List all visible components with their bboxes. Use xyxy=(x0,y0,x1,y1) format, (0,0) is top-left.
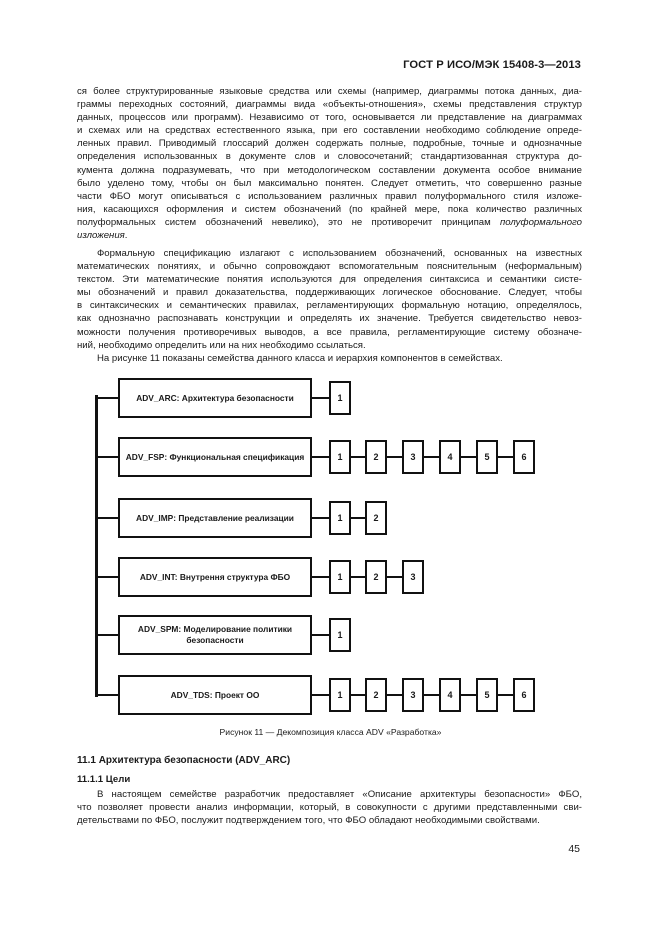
component-level-box: 6 xyxy=(513,440,535,474)
paragraph-1-line: кумента должна подразумевать, что при методологическом составлении документа особое внимание xyxy=(77,164,582,176)
component-level-box: 4 xyxy=(439,678,461,712)
component-level-box: 1 xyxy=(329,440,351,474)
component-level-box: 3 xyxy=(402,678,424,712)
component-level-box: 1 xyxy=(329,501,351,535)
paragraph-1 xyxy=(77,85,582,242)
family-box: ADV_FSP: Функциональная спецификация xyxy=(118,437,312,477)
component-level-box: 1 xyxy=(329,678,351,712)
family-connector-line xyxy=(95,576,118,578)
component-level-box: 2 xyxy=(365,501,387,535)
paragraph-1-line: граммы переходных состояний, диаграммы вида «объекты-отношения», схемы представления структур xyxy=(77,99,582,111)
family-box: ADV_TDS: Проект ОО xyxy=(118,675,312,715)
paragraph-1-line: ния, касающихся оформления и систем обозначений (по крайней мере, пока количество различных xyxy=(77,203,582,215)
page-number: 45 xyxy=(568,843,580,855)
component-level-box: 3 xyxy=(402,440,424,474)
component-level-box: 1 xyxy=(329,618,351,652)
paragraph-2-line: можности получения противоречивых выводов, а все правила, регламентирующие систему обозначе- xyxy=(77,326,582,338)
component-level-box: 4 xyxy=(439,440,461,474)
paragraph-4-line: детельствами по ФБО, послужит подтверждением того, что ФБО обладают необходимыми свойствами. xyxy=(77,815,540,827)
family-connector-line xyxy=(95,456,118,458)
family-box: ADV_SPM: Моделирование политики безопасности xyxy=(118,615,312,655)
figure-caption: Рисунок 11 — Декомпозиция класса ADV «Разработка» xyxy=(219,727,442,737)
paragraph-2-line: математических понятиях, и обычно сопровождают вспомогательным пояснительным (неформальным) xyxy=(77,261,582,273)
component-level-box: 2 xyxy=(365,678,387,712)
paragraph-2-line: как однозначно распознавать конструкции и определять их значение. Требуется свидетельство невоз- xyxy=(77,313,582,325)
component-level-box: 5 xyxy=(476,440,498,474)
component-level-box: 1 xyxy=(329,560,351,594)
component-level-box: 2 xyxy=(365,440,387,474)
paragraph-2-line: ний, необходимо определить или на них необходимо ссылаться. xyxy=(77,339,366,351)
family-connector-line xyxy=(95,634,118,636)
paragraph-2-line: Формальную спецификацию излагают с использованием обозначений, основанных на известных xyxy=(97,248,582,259)
family-box: ADV_IMP: Представление реализации xyxy=(118,498,312,538)
family-connector-line xyxy=(95,694,118,696)
paragraph-1-line: полуформальных систем обозначений невелико), это не противоречит принципам полуформального xyxy=(77,216,582,228)
paragraph-1-line: части ФБО могут описываться с использованием различных правил полуформального стиля изложе- xyxy=(77,190,582,202)
component-level-box: 1 xyxy=(329,381,351,415)
paragraph-2-line: мы обозначений и правил доказательства, поддерживающих логическое обоснование. Следует, чтобы xyxy=(77,287,582,299)
paragraph-1-line: ленных правил. Приводимый глоссарий должен содержать полные, подробные, точные и однозначные xyxy=(77,138,582,150)
paragraph-2 xyxy=(77,247,582,352)
paragraph-1-line: и схемах или на средствах естественного языка, при его составлении необходимо соблюдение опреде- xyxy=(77,125,582,137)
family-box: ADV_INT: Внутрення структура ФБО xyxy=(118,557,312,597)
paragraph-4 xyxy=(77,788,582,827)
component-level-box: 6 xyxy=(513,678,535,712)
component-level-box: 2 xyxy=(365,560,387,594)
component-level-box: 3 xyxy=(402,560,424,594)
family-connector-line xyxy=(95,517,118,519)
section-heading: 11.1 Архитектура безопасности (ADV_ARC) xyxy=(77,755,291,766)
paragraph-3-line: На рисунке 11 показаны семейства данного класса и иерархия компонентов в семействах. xyxy=(97,353,503,364)
paragraph-1-line: данных, процессов или программ). Независимо от того, основывается ли представление на диаграммах xyxy=(77,112,582,124)
paragraph-2-line: текстом. Эти математические понятия используются для определения синтаксиса и семантики систе- xyxy=(77,274,582,286)
component-level-box: 5 xyxy=(476,678,498,712)
italic-term: изложения xyxy=(77,230,125,242)
paragraph-1-line: определения использованных в документе слов и словосочетаний; стандартизованная структура до- xyxy=(77,151,582,163)
paragraph-1-line: было уделено тому, чтобы он был максимально понятен. Следует отметить, что совершенно разные xyxy=(77,177,582,189)
paragraph-4-line: В настоящем семействе разработчик предоставляет «Описание архитектуры безопасности» ФБО, xyxy=(97,789,582,800)
hierarchy-trunk-line xyxy=(95,395,98,697)
family-box: ADV_ARC: Архитектура безопасности xyxy=(118,378,312,418)
paragraph-4-line: что позволяет провести анализ информации, который, в совокупности с другими представленными сви- xyxy=(77,802,582,814)
italic-term: полуформального xyxy=(499,216,582,228)
paragraph-2-line: в синтаксических и семантических правилах, регламентирующих формальную нотацию, определялось, xyxy=(77,300,582,312)
paragraph-1-line: изложения. xyxy=(77,230,128,242)
paragraph-3 xyxy=(77,352,582,365)
document-header: ГОСТ Р ИСО/МЭК 15408-3—2013 xyxy=(403,59,581,71)
subsection-heading: 11.1.1 Цели xyxy=(77,774,131,785)
paragraph-1-line: ся более структурированные языковые средства или схемы (например, диаграммы потока данных, диа- xyxy=(77,86,582,97)
family-connector-line xyxy=(95,397,118,399)
